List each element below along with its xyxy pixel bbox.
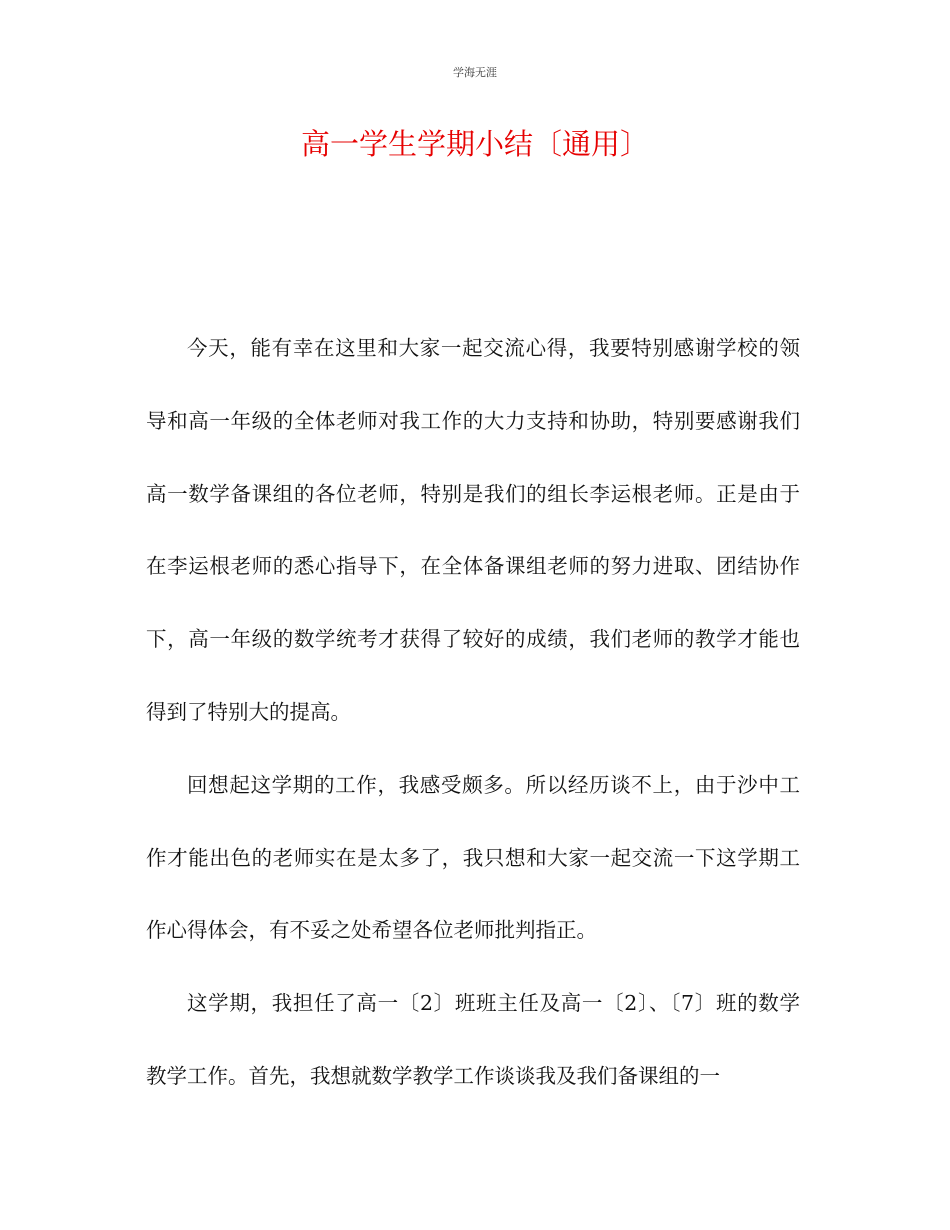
paragraph: 回想起这学期的工作，我感受颇多。所以经历谈不上，由于沙中工作才能出色的老师实在是太多了，我只想和大家一起交流一下这学期工作心得体会，有不妥之处希望各位老师批判指正。: [146, 772, 800, 943]
document-title: 高一学生学期小结〔通用〕: [300, 127, 649, 161]
page-header: 学海无涯: [453, 66, 497, 79]
paragraph: 今天，能有幸在这里和大家一起交流心得，我要特别感谢学校的领导和高一年级的全体老师对我工作的大力支持和协助，特别要感谢我们高一数学备课组的各位老师，特别是我们的组长李运根老师。正是由于在李运根老师的悉心指导下，在全体备课组老师的努力进取、团结协作下，高一年级的数学统考才获得了较好的成绩，我们老师的教学才能也得到了特别大的提高。: [146, 336, 800, 724]
document-body: [146, 312, 800, 1113]
paragraph: 这学期，我担任了高一〔2〕班班主任及高一〔2〕、〔7〕班的数学教学工作。首先，我想就数学教学工作谈谈我及我们备课组的一: [146, 991, 800, 1088]
